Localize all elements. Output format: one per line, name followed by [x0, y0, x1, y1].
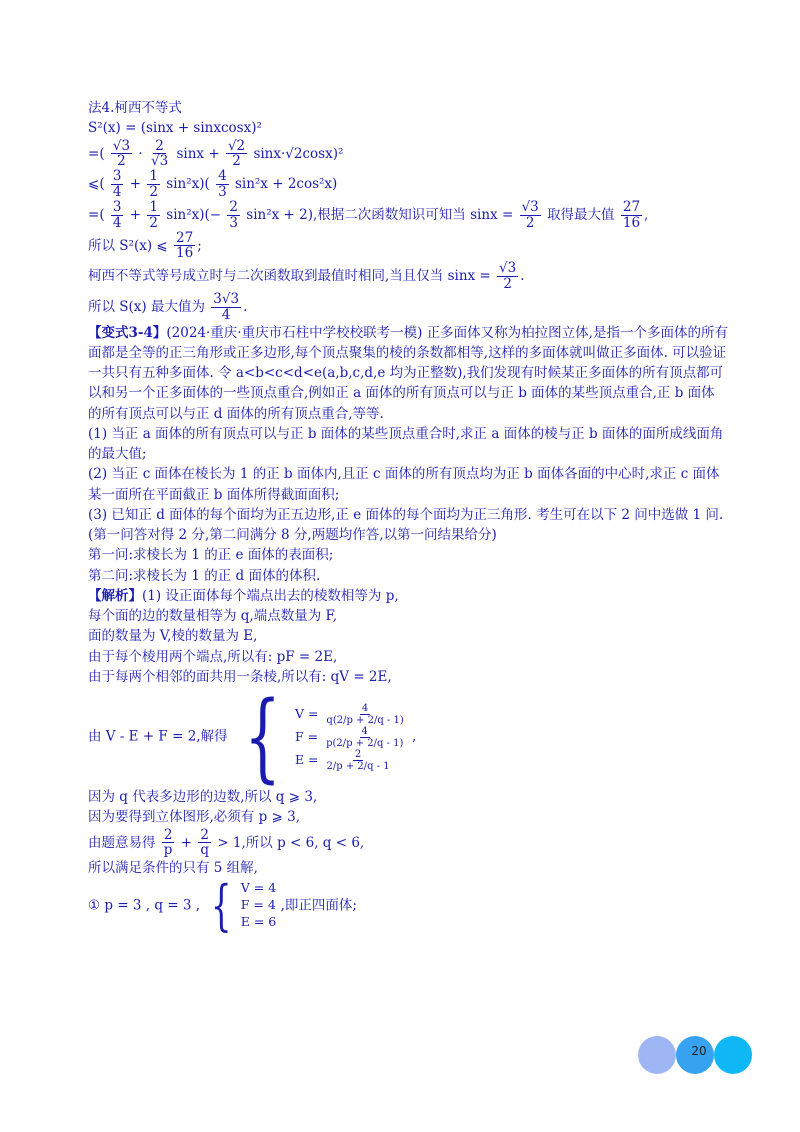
frac: $\frac{2}{√3}$: [150, 137, 169, 170]
solution-line-10: 所以满足条件的只有 5 组解,: [88, 860, 258, 877]
question-3: (3) 已知正 d 面体的每个面均为正五边形,正 e 面体的每个面均为正三角形. 考生可在以下 2 问中选做 1 问.: [88, 506, 724, 523]
solution-line-5: 由于每两个相邻的面共用一条棱,所以有: qV = 2E,: [88, 668, 392, 685]
frac: $\frac{2}{q}$: [200, 826, 210, 859]
solution-case-1: ① p = 3 , q = 3 , { V = 4 F = 4 E = 6 ,即正四面体;: [88, 873, 357, 937]
frac: $\frac{√3}{2}$: [521, 198, 539, 231]
frac: $\frac{2}{3}$: [229, 198, 238, 231]
eq-line-7: 所以 S(x) 最大值为 $\frac{3√3}{4}$ .: [88, 290, 248, 323]
frac: $\frac{1}{2}$: [149, 198, 158, 231]
ask-1: 第一问:求棱长为 1 的正 e 面体的表面积;: [88, 547, 334, 564]
frac: $\frac{27}{16}$: [176, 229, 194, 262]
question-2: (2) 当正 c 面体在棱长为 1 的正 b 面体内,且正 c 面体的所有顶点均为正 b 面体各面的中心时,求正 c 面体某一面所在平面截正 b 面体所得截面面积;: [88, 466, 720, 503]
solution-line-3: 面的数量为 V,棱的数量为 E,: [88, 628, 258, 645]
solution-line-7: 因为 q 代表多边形的边数,所以 q ⩾ 3,: [88, 789, 318, 806]
eq-line-5: 所以 S²(x) ⩽ $\frac{27}{16}$ ;: [88, 229, 202, 262]
solution-line-2: 每个面的边的数量相等为 q,端点数量为 F,: [88, 608, 338, 625]
frac: $\frac{3}{4}$: [112, 198, 122, 231]
solution-line-1: 【解析】(1) 设正面体每个端点出去的棱数相等为 p,: [88, 587, 399, 604]
frac: $\frac{3√3}{4}$: [213, 290, 240, 323]
frac: $\frac{2}{p}$: [163, 826, 173, 859]
solution-line-9: 由题意易得 $\frac{2}{p}$ + $\frac{2}{q}$ > 1,所以 p < 6, q < 6,: [88, 826, 365, 859]
page-badge-circle-3: [714, 1036, 752, 1074]
eq-line-4: =( $\frac{3}{4}$ + $\frac{1}{2}$ sin²x)(− $\frac{2}{3}$ sin²x + 2),根据二次函数知识可知当 sinx = $\frac{√3}{2}$ 取得最大值 $\frac{27}{16}$ ,: [88, 198, 649, 231]
solution-tag: 【解析】: [88, 587, 142, 604]
equation-system: { V = $\frac{4}{q(2/p + 2/q - 1)}$ F = $\frac{4}{p(2/p + 2/q - 1)}$ E = $\frac{2}{2/p + 2/q - 1}$: [244, 681, 404, 794]
frac: $\frac{√3}{2}$: [112, 137, 131, 170]
question-1: (1) 当正 a 面体的所有顶点可以与正 b 面体的某些顶点重合时,求正 a 面体的棱与正 b 面体的面所成线面角的最大值;: [88, 425, 724, 463]
document-body: [88, 98, 728, 937]
frac: $\frac{3}{4}$: [112, 168, 122, 201]
left-brace: {: [211, 873, 232, 937]
left-brace: {: [244, 681, 281, 794]
solution-line-8: 因为要得到立体图形,必须有 p ⩾ 3,: [88, 809, 300, 826]
scoring-note: (第一问答对得 2 分,第二问满分 8 分,两题均作答,以第一问结果给分): [88, 527, 497, 544]
eq-line-1: S²(x) = (sinx + sinxcosx)²: [88, 120, 262, 137]
variant-problem: [88, 323, 728, 424]
frac: $\frac{4}{3}$: [218, 168, 227, 201]
frac: $\frac{√2}{2}$: [227, 137, 246, 170]
frac: $\frac{√3}{2}$: [499, 260, 517, 293]
frac: $\frac{27}{16}$: [622, 198, 641, 231]
variant-tag: 【变式3-4】: [88, 324, 167, 341]
eq-line-2: =( $\frac{√3}{2}$ · $\frac{2}{√3}$ sinx + $\frac{√2}{2}$ sinx·√2cosx)²: [88, 137, 344, 170]
solution-system: 由 V - E + F = 2,解得 { V = $\frac{4}{q(2/p + 2/q - 1)}$ F = $\frac{4}{p(2/p + 2/q - 1)}$ E = $\frac{2}{2/p + 2/q - 1}$ ,: [88, 681, 417, 794]
page-number: 20: [691, 1044, 707, 1058]
solution-line-4: 由于每个棱用两个端点,所以有: pF = 2E,: [88, 648, 338, 665]
method4-title: 法4.柯西不等式: [88, 100, 182, 116]
page-badge-circle-1: [638, 1036, 676, 1074]
ask-2: 第二问:求棱长为 1 的正 d 面体的体积.: [88, 567, 321, 584]
frac: $\frac{1}{2}$: [149, 168, 158, 201]
eq-line-3: ⩽( $\frac{3}{4}$ + $\frac{1}{2}$ sin²x)( $\frac{4}{3}$ sin²x + 2cos²x): [88, 168, 338, 201]
eq-line-6: 柯西不等式等号成立时与二次函数取到最值时相同,当且仅当 sinx = $\frac{√3}{2}$ .: [88, 260, 525, 293]
variant-text: (2024·重庆·重庆市石柱中学校校联考一模) 正多面体又称为柏拉图立体,是指一个多面体的所有面都是全等的正三角形或正多边形,每个顶点聚集的棱的条数都相等,这样的多面体就叫做正多面体. 可以验证一共只有五种多面体. 令 a<b<c<d<e(a,b,c,d,e 均为正整数),我们发现有时候某正多面体的所有顶点都可以和另一个正多面体的一些顶点重合,例如正 a 面体的所有顶点可以与正 b 面体的某些顶点重合,正 b 面体的所有顶点可以与正 d 面体的所有顶点重合,等等.: [88, 324, 728, 422]
